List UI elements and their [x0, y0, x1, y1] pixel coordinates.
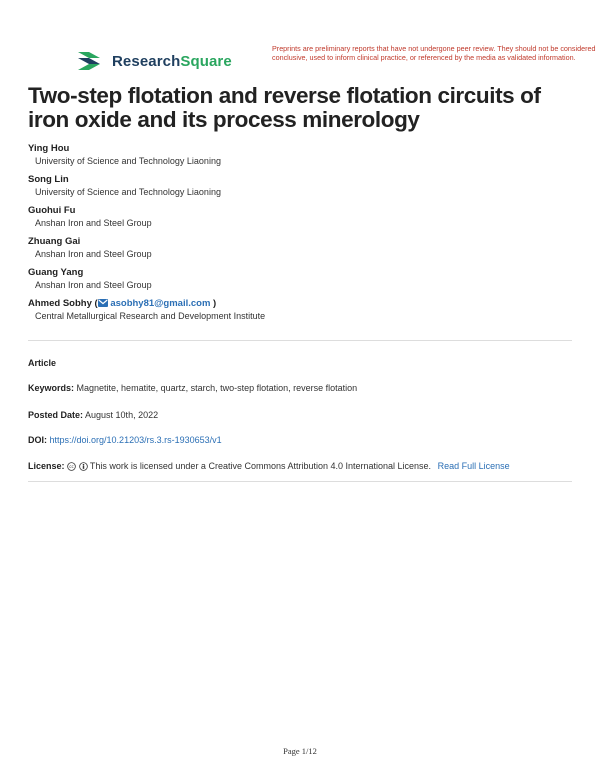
- author-affiliation: Central Metallurgical Research and Development Institute: [35, 311, 266, 321]
- doi-row: [28, 435, 222, 445]
- paper-title: Two-step flotation and reverse flotation circuits of iron oxide and its process minerology: [28, 83, 541, 132]
- envelope-icon: [98, 299, 108, 307]
- svg-text:cc: cc: [69, 464, 74, 470]
- doi-label: DOI:: [28, 435, 47, 445]
- license-label: License:: [28, 461, 65, 471]
- doi-link[interactable]: https://doi.org/10.21203/rs.3.rs-1930653/v1: [49, 435, 222, 445]
- author-affiliation: Anshan Iron and Steel Group: [35, 218, 152, 228]
- author-name: Song Lin: [28, 174, 69, 185]
- author-entry: [28, 235, 568, 260]
- author-entry: [28, 142, 568, 167]
- read-full-license-link[interactable]: Read Full License: [437, 461, 510, 471]
- email-link[interactable]: asobhy81@gmail.com: [98, 298, 211, 309]
- corresponding-author-name: Ahmed Sobhy ( asobhy81@gmail.com ): [28, 298, 217, 309]
- posted-date-label: Posted Date:: [28, 410, 84, 420]
- author-entry: [28, 173, 568, 198]
- posted-date-row: [28, 410, 158, 420]
- posted-date-value: August 10th, 2022: [85, 410, 159, 420]
- divider: [28, 481, 572, 482]
- license-text: This work is licensed under a Creative Commons Attribution 4.0 International License.: [89, 461, 432, 471]
- author-entry: [28, 204, 568, 229]
- author-affiliation: Anshan Iron and Steel Group: [35, 249, 152, 259]
- attribution-icon: [79, 462, 88, 471]
- research-square-logo-icon: [76, 49, 106, 73]
- keywords-value: Magnetite, hematite, quartz, starch, two-step flotation, reverse flotation: [76, 383, 358, 393]
- license-row: [28, 461, 510, 471]
- author-entry: [28, 266, 568, 291]
- logo-text: ResearchSquare: [112, 52, 232, 70]
- divider: [28, 340, 572, 341]
- author-affiliation: University of Science and Technology Liaoning: [35, 187, 221, 197]
- creative-commons-icon: [67, 462, 76, 471]
- corresponding-author-entry: [28, 297, 568, 322]
- keywords-row: [28, 383, 357, 393]
- page-number: Page 1/12: [283, 746, 317, 756]
- author-list: [28, 142, 568, 328]
- author-name: Guohui Fu: [28, 205, 76, 216]
- preprint-notice: Preprints are preliminary reports that have not undergone peer review. They should not be considered conclusive, used to inform clinical practice, or referenced by the media as validated information.: [272, 44, 596, 62]
- article-type: Article: [28, 358, 57, 368]
- author-name: Zhuang Gai: [28, 236, 81, 247]
- header: [76, 44, 596, 84]
- keywords-label: Keywords:: [28, 383, 75, 393]
- author-name: Guang Yang: [28, 267, 84, 278]
- author-affiliation: Anshan Iron and Steel Group: [35, 280, 152, 290]
- author-affiliation: University of Science and Technology Liaoning: [35, 156, 221, 166]
- research-square-logo[interactable]: [76, 48, 232, 74]
- author-name: Ying Hou: [28, 143, 70, 154]
